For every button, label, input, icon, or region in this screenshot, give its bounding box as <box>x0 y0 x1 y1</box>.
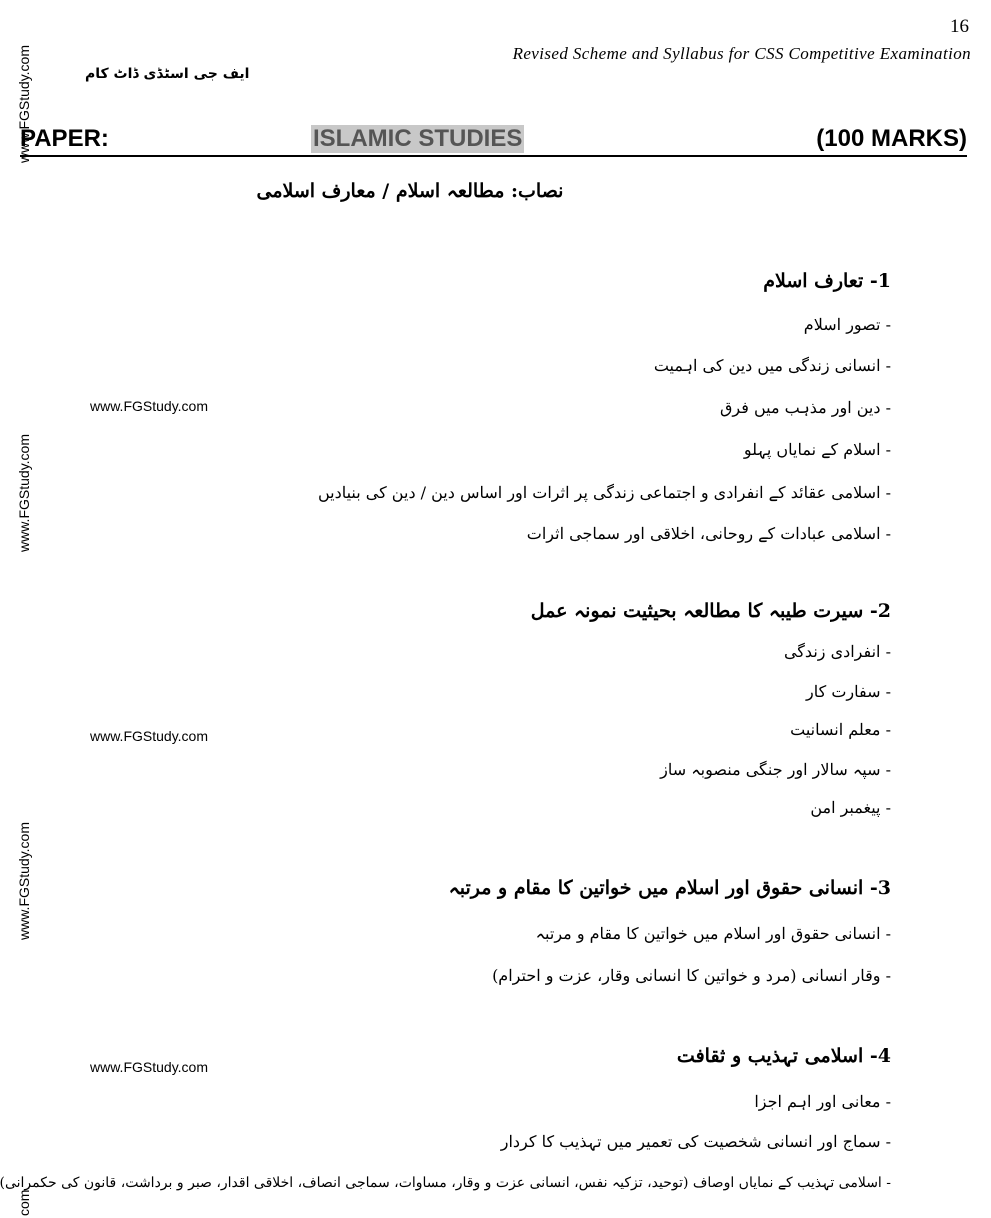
watermark-vertical: www.FGStudy.com <box>16 45 32 163</box>
section-1-title: 1- تعارف اسلام <box>763 270 891 292</box>
section-4-item: - معانی اور اہم اجزا <box>754 1092 891 1111</box>
watermark-text: www.FGStudy.com <box>90 398 208 414</box>
section-1-item: - اسلامی عقائد کے انفرادی و اجتماعی زندگی پر اثرات اور اساس دین / دین کی بنیادیں <box>317 483 891 502</box>
syllabus-title: نصاب: مطالعہ اسلام / معارف اسلامی <box>256 180 564 202</box>
section-1-item: - انسانی زندگی میں دین کی اہمیت <box>653 356 891 375</box>
section-2-item: - انفرادی زندگی <box>783 642 891 661</box>
section-2-title: 2- سیرت طیبہ کا مطالعہ بحیثیت نمونہ عمل <box>530 600 891 622</box>
section-2-item: - معلم انسانیت <box>790 720 891 739</box>
page-number: 16 <box>950 16 969 37</box>
paper-label: PAPER: <box>20 125 109 152</box>
paper-subject: ISLAMIC STUDIES <box>313 125 523 152</box>
section-1-item: - اسلام کے نمایاں پہلو <box>743 440 891 459</box>
section-3-title: 3- انسانی حقوق اور اسلام میں خواتین کا مقام و مرتبہ <box>448 877 891 899</box>
section-3-item: - انسانی حقوق اور اسلام میں خواتین کا مقام و مرتبہ <box>535 924 891 943</box>
section-2-item: - سفارت کار <box>806 682 891 701</box>
paper-marks: (100 MARKS) <box>816 125 967 152</box>
watermark-vertical: www.FGStudy.com <box>16 434 32 552</box>
section-4-item: - سماج اور انسانی شخصیت کی تعمیر میں تہذیب کا کردار <box>500 1132 891 1151</box>
watermark-text: www.FGStudy.com <box>90 1059 208 1075</box>
section-4-item: - اسلامی تہذیب کے نمایاں اوصاف (توحید، تزکیہ نفس، انسانی عزت و وقار، مساوات، سماجی انصاف، اخلاقی اقدار، صبر و برداشت، قانون کی حکمرانی) <box>0 1175 891 1191</box>
watermark-text: www.FGStudy.com <box>90 728 208 744</box>
brand-urdu: ایف جی اسٹڈی ڈاٹ کام <box>85 66 250 82</box>
section-1-item: - اسلامی عبادات کے روحانی، اخلاقی اور سماجی اثرات <box>526 524 891 543</box>
watermark-vertical: com <box>16 1189 32 1216</box>
section-1-item: - تصور اسلام <box>803 315 891 334</box>
section-3-item: - وقار انسانی (مرد و خواتین کا انسانی وقار، عزت و احترام) <box>492 966 891 985</box>
section-2-item: - سپہ سالار اور جنگی منصوبہ ساز <box>660 760 891 779</box>
watermark-vertical: www.FGStudy.com <box>16 822 32 940</box>
section-2-item: - پیغمبر امن <box>810 798 891 817</box>
section-4-title: 4- اسلامی تہذیب و ثقافت <box>676 1045 891 1067</box>
header-caption: Revised Scheme and Syllabus for CSS Competitive Examination <box>512 44 971 63</box>
paper-heading-row <box>20 125 967 157</box>
section-1-item: - دین اور مذہب میں فرق <box>719 398 891 417</box>
